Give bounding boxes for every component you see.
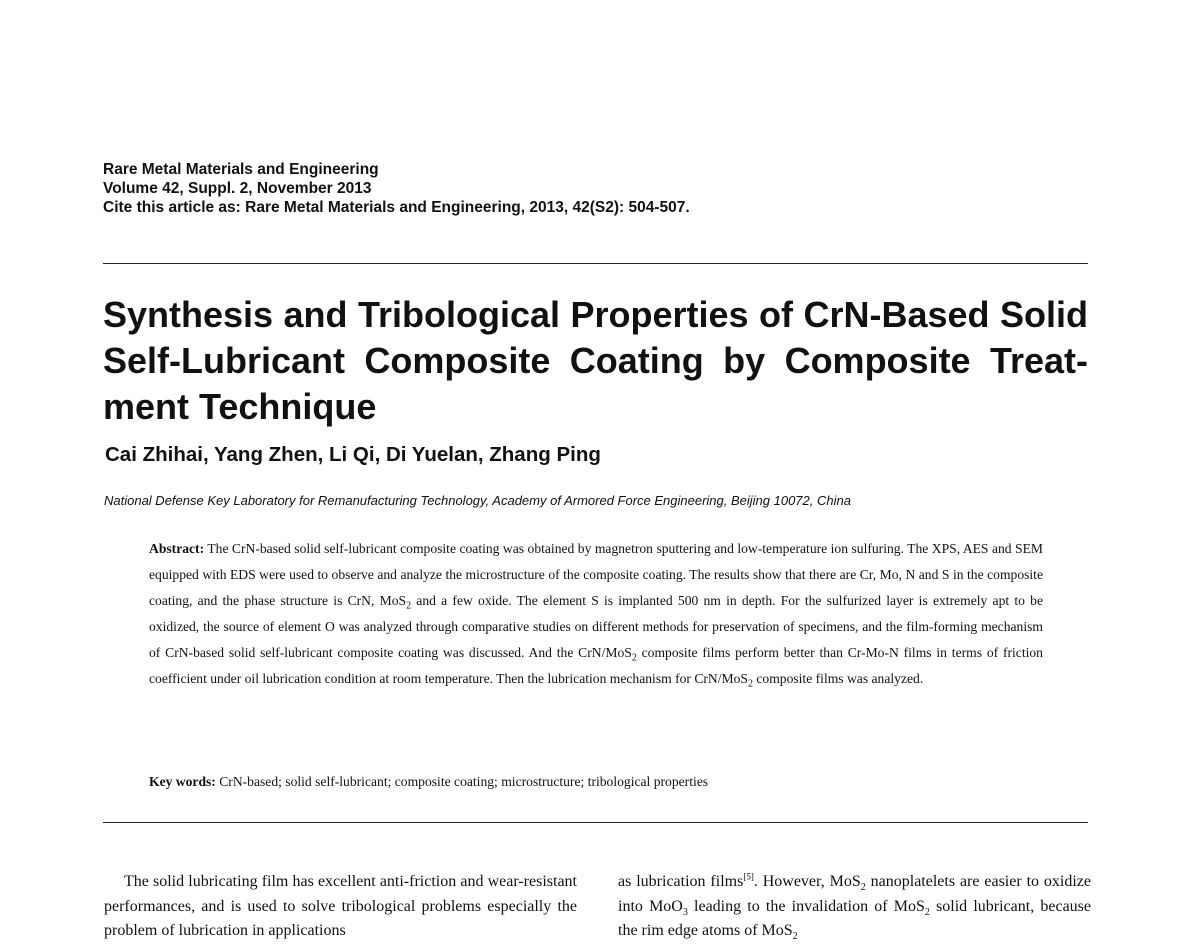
keywords-text: CrN-based; solid self-lubricant; composite coating; microstructure; tribological properties xyxy=(215,774,709,789)
paper-title: Synthesis and Tribological Properties of CrN-Based Solid Self-Lubricant Composite Coating by Composite Treat-ment Technique xyxy=(103,294,1088,427)
bottom-divider xyxy=(103,822,1088,823)
keywords xyxy=(149,774,1043,790)
citation-line: Cite this article as: Rare Metal Materials and Engineering, 2013, 42(S2): 504-507. xyxy=(103,199,690,216)
journal-header xyxy=(103,160,690,217)
body-column-right: as lubrication films[5]. However, MoS$_2$ nanoplatelets are easier to oxidize into MoO$_3$ leading to the invalidation of MoS$_2$ solid lubricant, because the rim edge atoms of MoS$_2$ xyxy=(618,871,1092,943)
journal-name: Rare Metal Materials and Engineering xyxy=(103,161,379,178)
volume-info: Volume 42, Suppl. 2, November 2013 xyxy=(103,180,372,197)
keywords-label: Key words: xyxy=(149,774,216,789)
body-column-left: The solid lubricating film has excellent anti-friction and wear-resistant performances, and is used to solve tribological problems especially the problem of lubrication in applications xyxy=(104,873,577,939)
reference-marker: [5] xyxy=(743,871,754,882)
affiliation: National Defense Key Laboratory for Remanufacturing Technology, Academy of Armored Force Engineering, Beijing 10072, China xyxy=(104,493,851,508)
abstract: Abstract: The CrN-based solid self-lubricant composite coating was obtained by magnetron sputtering and low-temperature ion sulfuring. The XPS, AES and SEM equipped with EDS were used to observe and analyze the microstructure of the composite coating. The results show that there are Cr, Mo, N and S in the composite coating, and the phase structure is CrN, MoS$_2$ and a few oxide. The element S is implanted 500 nm in depth. For the sulfurized layer is extremely apt to be oxidized, the source of element O was analyzed through comparative studies on different methods for preservation of specimens, and the film-forming mechanism of CrN-based solid self-lubricant composite coating was discussed. And the CrN/MoS$_2$ composite films perform better than Cr-Mo-N films in terms of friction coefficient under oil lubrication condition at room temperature. Then the lubrication mechanism for CrN/MoS$_2$ composite films was analyzed. xyxy=(149,541,1044,690)
top-divider xyxy=(103,263,1088,264)
abstract-label: Abstract: xyxy=(149,541,205,556)
author-list: Cai Zhihai, Yang Zhen, Li Qi, Di Yuelan, Zhang Ping xyxy=(105,443,601,466)
